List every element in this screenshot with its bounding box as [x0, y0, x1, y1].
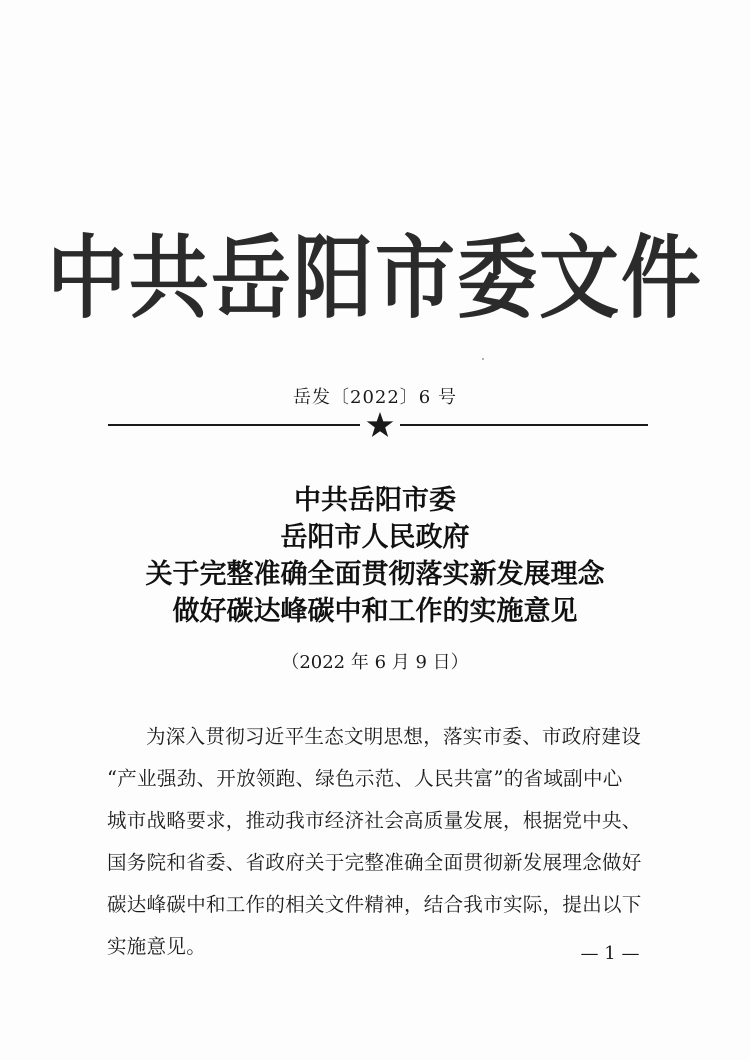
body-line: 为深入贯彻习近平生态文明思想，落实市委、市政府建设: [146, 725, 642, 748]
title-line-1: 中共岳阳市委: [294, 485, 456, 516]
scan-speck: [482, 358, 484, 360]
document-number: 岳发〔2022〕6 号: [293, 387, 457, 408]
issue-date: （2022 年 6 月 9 日）: [281, 652, 469, 673]
title-line-2: 岳阳市人民政府: [280, 522, 470, 553]
separator-rule-right: [400, 424, 648, 426]
body-line: 实施意见。: [107, 935, 207, 958]
body-line: “产业强劲、开放领跑、绿色示范、人民共富”的省域副中心: [107, 767, 623, 790]
body-line: 国务院和省委、省政府关于完整准确全面贯彻新发展理念做好: [107, 851, 642, 874]
separator-rule-left: [108, 424, 360, 426]
page-number: — 1 —: [580, 943, 640, 964]
star-icon: [360, 411, 400, 439]
masthead-title: 中共岳阳市委文件: [47, 226, 703, 331]
body-line: 城市战略要求，推动我市经济社会高质量发展，根据党中央、: [107, 809, 642, 832]
body-line: 碳达峰碳中和工作的相关文件精神，结合我市实际，提出以下: [107, 893, 642, 916]
title-line-4: 做好碳达峰碳中和工作的实施意见: [172, 596, 578, 627]
title-line-3: 关于完整准确全面贯彻落实新发展理念: [145, 559, 605, 590]
